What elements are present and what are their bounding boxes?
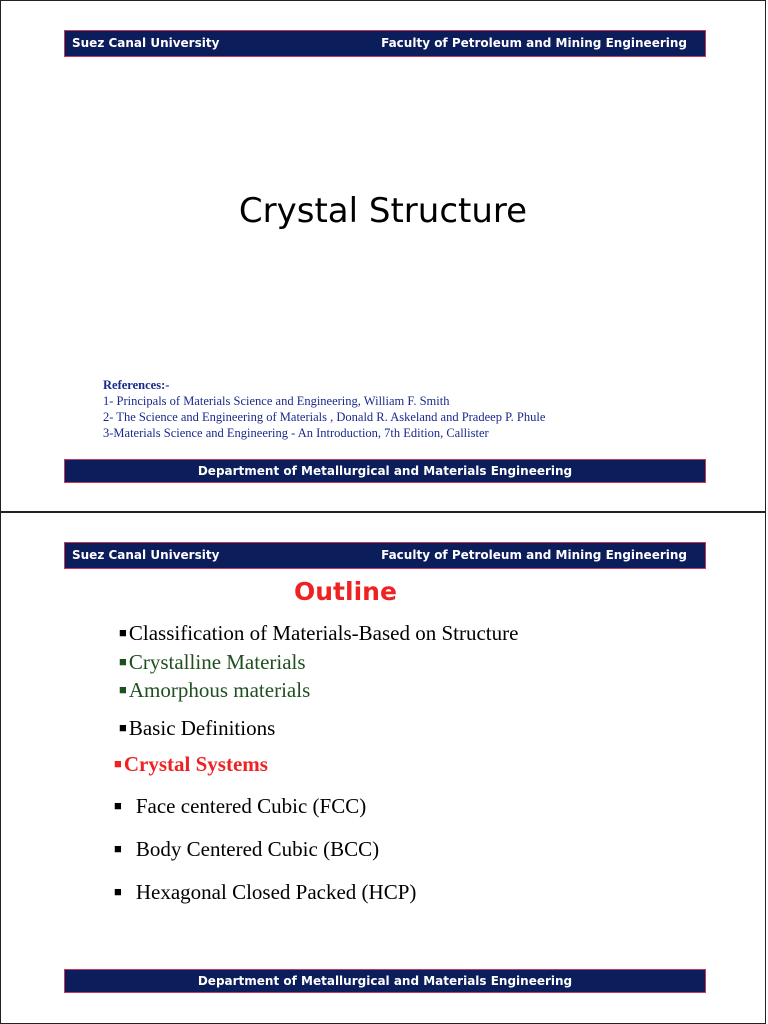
reference-item: 3-Materials Science and Engineering - An Introduction, 7th Edition, Callister (103, 426, 489, 440)
bullet-square-icon: ■ (119, 654, 127, 669)
bullet-square-icon: ■ (114, 798, 122, 813)
outline-item-text: Crystal Systems (123, 752, 268, 776)
outline-item-text: Basic Definitions (128, 716, 276, 740)
outline-item-text: Amorphous materials (128, 678, 311, 702)
university-name: Suez Canal University (72, 548, 220, 562)
outline-item (114, 752, 268, 777)
outline-item (114, 794, 366, 819)
outline-item (119, 650, 306, 675)
references-block (103, 377, 545, 441)
university-name: Suez Canal University (72, 36, 220, 50)
bullet-square-icon: ■ (114, 756, 122, 771)
faculty-name: Faculty of Petroleum and Mining Engineering (381, 548, 687, 562)
outline-item (119, 621, 518, 646)
department-name: Department of Metallurgical and Materials Engineering (197, 974, 573, 988)
header-bar (64, 30, 706, 57)
outline-item (119, 716, 275, 741)
footer-bar (64, 969, 706, 993)
department-name: Department of Metallurgical and Materials Engineering (197, 464, 573, 478)
outline-item-text: Face centered Cubic (FCC) (135, 794, 367, 818)
bullet-square-icon: ■ (119, 720, 127, 735)
outline-item-text: Body Centered Cubic (BCC) (135, 837, 380, 861)
footer-bar (64, 459, 706, 483)
slide-title: Crystal Structure (238, 191, 528, 231)
outline-title: Outline (294, 577, 397, 606)
slide-1 (0, 0, 766, 512)
outline-item-text: Crystalline Materials (128, 650, 306, 674)
faculty-name: Faculty of Petroleum and Mining Engineering (381, 36, 687, 50)
outline-item-text: Classification of Materials-Based on Structure (128, 621, 519, 645)
reference-item: 1- Principals of Materials Science and Engineering, William F. Smith (103, 394, 450, 408)
outline-item (119, 678, 310, 703)
references-heading: References:- (103, 378, 170, 392)
outline-item-text: Hexagonal Closed Packed (HCP) (135, 880, 417, 904)
slide-2 (0, 512, 766, 1024)
bullet-square-icon: ■ (114, 841, 122, 856)
bullet-square-icon: ■ (114, 884, 122, 899)
bullet-square-icon: ■ (119, 682, 127, 697)
outline-item (114, 880, 416, 905)
outline-item (114, 837, 379, 862)
bullet-square-icon: ■ (119, 625, 127, 640)
reference-item: 2- The Science and Engineering of Materials , Donald R. Askeland and Pradeep P. Phule (103, 410, 546, 424)
header-bar (64, 542, 706, 569)
